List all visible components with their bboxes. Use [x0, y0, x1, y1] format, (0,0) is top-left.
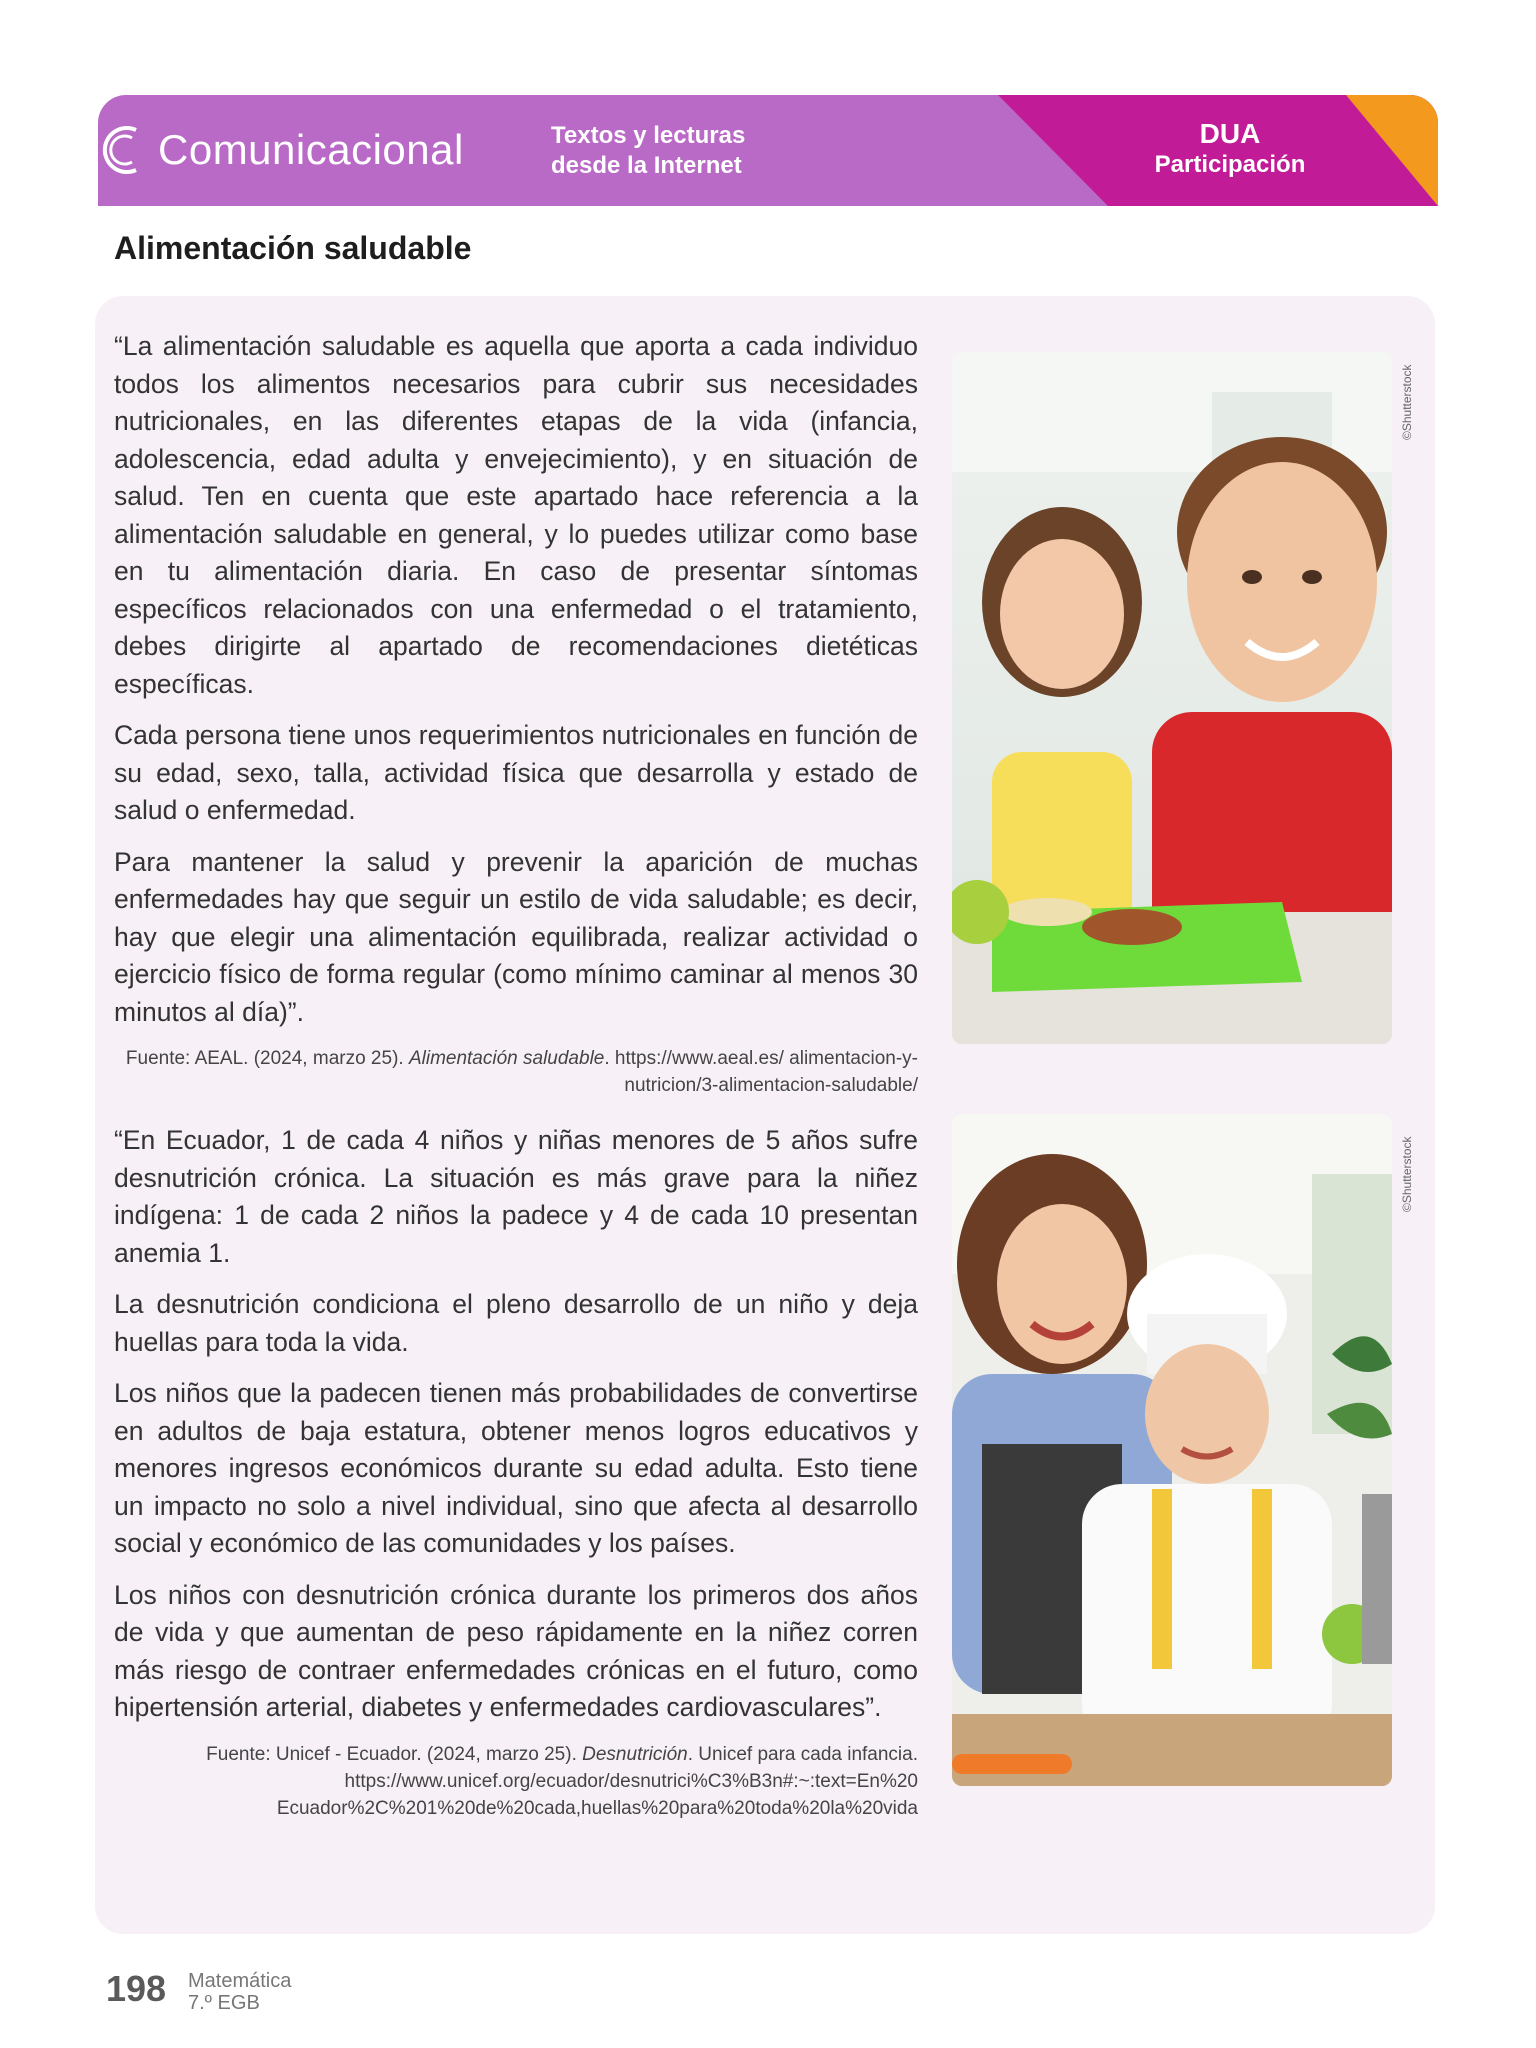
- source-prefix: Fuente: AEAL. (2024, marzo 25).: [125, 1048, 409, 1069]
- subtitle-line-2: desde la Internet: [551, 152, 742, 179]
- section-subtitle: [551, 121, 781, 181]
- article-1: [114, 328, 918, 1113]
- dua-title: DUA: [1199, 118, 1261, 149]
- source-url[interactable]: . https://www.aeal.es/ alimentacion-y-nutricion/3-alimentacion-saludable/: [604, 1048, 918, 1096]
- dua-subtitle: Participación: [1154, 151, 1306, 178]
- photo-credit: ©Shutterstock: [1400, 1136, 1414, 1212]
- comunicacional-logo-icon: [98, 120, 144, 180]
- section-title: Comunicacional: [158, 126, 464, 173]
- article-2-paragraph: “En Ecuador, 1 de cada 4 niños y niñas menores de 5 años sufre desnutrición crónica. La situación es más grave para la niñez indígena: 1 de cada 2 niños la padece y 4 de cada 10 presentan anemia 1.: [114, 1125, 918, 1268]
- mother-child-cooking-photo: [952, 1114, 1392, 1786]
- article-2-source: [114, 1741, 918, 1822]
- subject-name: Matemática: [188, 1970, 292, 1992]
- source-prefix: Fuente: Unicef - Ecuador. (2024, marzo 25).: [206, 1743, 583, 1765]
- footer-subject: [188, 1970, 291, 2014]
- page-number: 198: [106, 1968, 167, 2009]
- grade-level: 7.º EGB: [188, 1992, 260, 2014]
- article-2-paragraph: La desnutrición condiciona el pleno desarrollo de un niño y deja huellas para toda la vida.: [114, 1289, 918, 1357]
- article-1-source: [114, 1045, 918, 1099]
- source-title: Desnutrición: [582, 1743, 688, 1765]
- children-eating-photo: [952, 352, 1392, 1044]
- dua-label: [1110, 118, 1350, 180]
- subtitle-line-1: Textos y lecturas: [551, 122, 746, 149]
- article-2: [114, 1122, 918, 1836]
- photo-credit: ©Shutterstock: [1400, 364, 1414, 440]
- article-2-paragraph: Los niños que la padecen tienen más probabilidades de convertirse en adultos de baja estatura, obtener menos logros educativos y menores ingresos económicos durante su edad adulta. Esto tiene un impacto no solo a nivel individual, sino que afecta al desarrollo social y económico de las comunidades y los países.: [114, 1378, 918, 1558]
- article-1-paragraph: Cada persona tiene unos requerimientos nutricionales en función de su edad, sexo, talla, actividad física que desarrolla y estado de salud o enfermedad.: [114, 720, 918, 825]
- source-title: Alimentación saludable: [408, 1048, 605, 1069]
- article-1-paragraph: “La alimentación saludable es aquella que aporta a cada individuo todos los alimentos necesarios para cubrir sus necesidades nutricionales, en las diferentes etapas de la vida (infancia, adolescencia, edad adulta y envejecimiento), y en situación de salud. Ten en cuenta que este apartado hace referencia a la alimentación saludable en general, y lo puedes utilizar como base en tu alimentación diaria. En caso de presentar síntomas específicos relacionados con una enfermedad o el tratamiento, debes dirigirte al apartado de recomendaciones dietéticas específicas.: [114, 331, 918, 699]
- article-1-paragraph: Para mantener la salud y prevenir la aparición de muchas enfermedades hay que seguir un estilo de vida saludable; es decir, hay que elegir una alimentación equilibrada, realizar actividad o ejercicio físico de forma regular (como mínimo caminar al menos 30 minutos al día)”.: [114, 846, 918, 1027]
- source-url[interactable]: . Unicef para cada infancia. https://www.unicef.org/ecuador/desnutrici%C3%B3n#:~:text=En%20 Ecuador%2C%201%20de%20cada,huellas%20para%20toda%20la%20vida: [276, 1743, 918, 1819]
- page-title: Alimentación saludable: [114, 230, 472, 266]
- article-2-paragraph: Los niños con desnutrición crónica durante los primeros dos años de vida y que aumentan de peso rápidamente en la niñez corren más riesgo de contraer enfermedades crónicas en el futuro, como hipertensión arterial, diabetes y enfermedades cardiovasculares”.: [114, 1579, 918, 1722]
